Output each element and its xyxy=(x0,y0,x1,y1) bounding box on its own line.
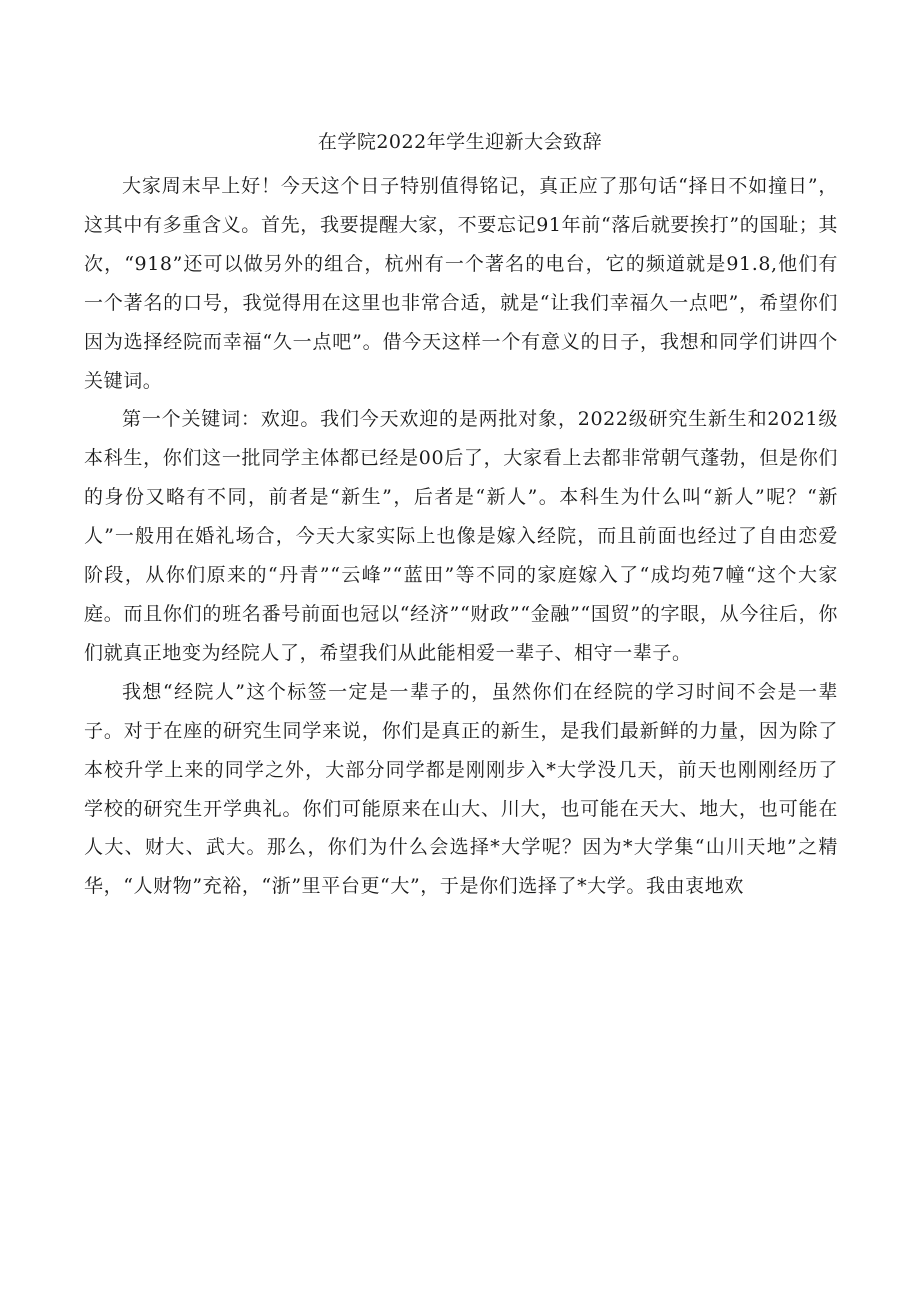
document-title: 在学院2022年学生迎新大会致辞 xyxy=(317,131,603,153)
paragraph-3: 我想“经院人”这个标签一定是一辈子的，虽然你们在经院的学习时间不会是一辈子。对于在座的研究生同学来说，你们是真正的新生，是我们最新鲜的力量，因为除了本校升学上来的同学之外，大部分同学都是刚刚步入*大学没几天，前天也刚刚经历了学校的研究生开学典礼。你们可能原来在山大、川大，也可能在天大、地大，也可能在人大、财大、武大。那么，你们为什么会选择*大学呢？因为*大学集“山川天地”之精华，“人财物”充裕，“浙”里平台更“大”，于是你们选择了*大学。我由衷地欢 xyxy=(84,680,838,898)
paragraph-2: 第一个关键词：欢迎。我们今天欢迎的是两批对象，2022级研究生新生和2021级本科生，你们这一批同学主体都已经是00后了，大家看上去都非常朝气蓬勃，但是你们的身份又略有不同，前者是“新生”，后者是“新人”。本科生为什么叫“新人”呢？“新人”一般用在婚礼场合，今天大家实际上也像是嫁入经院，而且前面也经过了自由恋爱阶段，从你们原来的“丹青”“云峰”“蓝田”等不同的家庭嫁入了“成均苑7幢“这个大家庭。而且你们的班名番号前面也冠以“经济”“财政”“金融”“国贸”的字眼，从今往后，你们就真正地变为经院人了，希望我们从此能相爱一辈子、相守一辈子。 xyxy=(84,408,838,664)
paragraph-1: 大家周末早上好！今天这个日子特别值得铭记，真正应了那句话“择日不如撞日”，这其中有多重含义。首先，我要提醒大家，不要忘记91年前“落后就要挨打”的国耻；其次，“918”还可以做另外的组合，杭州有一个著名的电台，它的频道就是91.8,他们有一个著名的口号，我觉得用在这里也非常合适，就是“让我们幸福久一点吧”，希望你们因为选择经院而幸福“久一点吧”。借今天这样一个有意义的日子，我想和同学们讲四个关键词。 xyxy=(84,175,838,392)
document-body xyxy=(84,167,838,906)
